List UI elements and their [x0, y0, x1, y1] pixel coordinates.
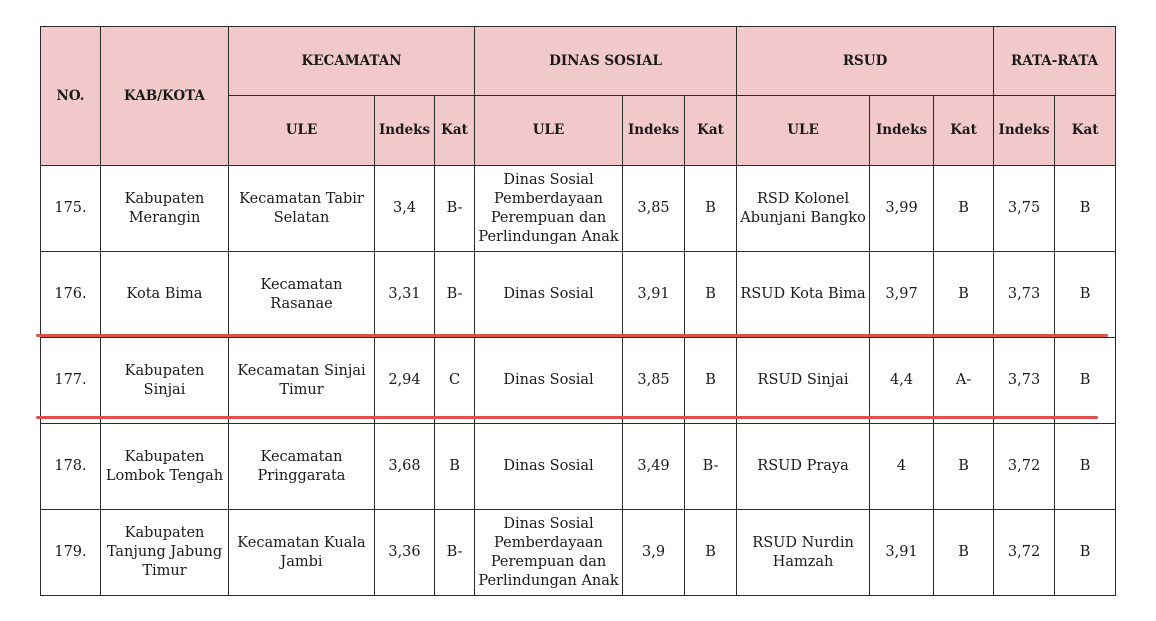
cell-rsud-indeks: 3,97 [870, 252, 934, 338]
subheader-dinsos-indeks: Indeks [623, 96, 685, 166]
cell-rsud-indeks: 4 [870, 424, 934, 510]
cell-rsud-kat: B [934, 252, 994, 338]
cell-dinsos-ule: Dinas Sosial Pemberdayaan Perempuan dan Perlindungan Anak [475, 166, 623, 252]
cell-kab-kota: Kota Bima [101, 252, 229, 338]
cell-dinsos-indeks: 3,9 [623, 510, 685, 596]
cell-rata-kat: B [1055, 166, 1116, 252]
cell-kecamatan-kat: B- [435, 252, 475, 338]
subheader-dinsos-kat: Kat [685, 96, 737, 166]
cell-no: 178. [41, 424, 101, 510]
cell-kecamatan-indeks: 3,36 [375, 510, 435, 596]
table-row [41, 510, 1116, 596]
table-row [41, 252, 1116, 338]
highlight-line-top [36, 334, 1108, 337]
cell-rsud-ule: RSUD Sinjai [737, 338, 870, 424]
cell-dinsos-ule: Dinas Sosial [475, 424, 623, 510]
subheader-kecamatan-indeks: Indeks [375, 96, 435, 166]
cell-rsud-ule: RSD Kolonel Abunjani Bangko [737, 166, 870, 252]
cell-kecamatan-kat: B- [435, 166, 475, 252]
cell-rsud-indeks: 4,4 [870, 338, 934, 424]
table-row-highlighted [41, 338, 1116, 424]
cell-kab-kota: Kabupaten Sinjai [101, 338, 229, 424]
table-row [41, 166, 1116, 252]
cell-kab-kota: Kabupaten Lombok Tengah [101, 424, 229, 510]
cell-rata-indeks: 3,75 [994, 166, 1055, 252]
cell-kab-kota: Kabupaten Merangin [101, 166, 229, 252]
cell-kab-kota: Kabupaten Tanjung Jabung Timur [101, 510, 229, 596]
cell-no: 179. [41, 510, 101, 596]
subheader-kecamatan-ule: ULE [229, 96, 375, 166]
cell-rata-indeks: 3,72 [994, 424, 1055, 510]
index-table [40, 26, 1116, 596]
highlight-line-bottom [36, 416, 1098, 419]
cell-kecamatan-kat: C [435, 338, 475, 424]
cell-dinsos-kat: B [685, 166, 737, 252]
cell-rata-kat: B [1055, 338, 1116, 424]
subheader-rsud-kat: Kat [934, 96, 994, 166]
cell-dinsos-kat: B [685, 338, 737, 424]
cell-dinsos-ule: Dinas Sosial [475, 338, 623, 424]
header-dinas-sosial: DINAS SOSIAL [475, 27, 737, 96]
cell-dinsos-kat: B [685, 252, 737, 338]
cell-dinsos-kat: B [685, 510, 737, 596]
cell-rata-kat: B [1055, 252, 1116, 338]
header-kab-kota: KAB/KOTA [101, 27, 229, 166]
cell-dinsos-kat: B- [685, 424, 737, 510]
cell-rata-kat: B [1055, 510, 1116, 596]
cell-kecamatan-indeks: 2,94 [375, 338, 435, 424]
cell-kecamatan-indeks: 3,4 [375, 166, 435, 252]
cell-kecamatan-ule: Kecamatan Sinjai Timur [229, 338, 375, 424]
cell-rsud-ule: RSUD Praya [737, 424, 870, 510]
cell-kecamatan-ule: Kecamatan Tabir Selatan [229, 166, 375, 252]
cell-rsud-indeks: 3,99 [870, 166, 934, 252]
subheader-rata-kat: Kat [1055, 96, 1116, 166]
cell-dinsos-indeks: 3,91 [623, 252, 685, 338]
cell-rata-indeks: 3,72 [994, 510, 1055, 596]
subheader-rsud-indeks: Indeks [870, 96, 934, 166]
cell-dinsos-indeks: 3,49 [623, 424, 685, 510]
header-rata-rata: RATA-RATA [994, 27, 1116, 96]
header-kecamatan: KECAMATAN [229, 27, 475, 96]
cell-kecamatan-ule: Kecamatan Pringgarata [229, 424, 375, 510]
cell-kecamatan-kat: B [435, 424, 475, 510]
cell-kecamatan-kat: B- [435, 510, 475, 596]
table-row [41, 424, 1116, 510]
cell-rsud-kat: B [934, 510, 994, 596]
cell-no: 176. [41, 252, 101, 338]
cell-rsud-indeks: 3,91 [870, 510, 934, 596]
subheader-dinsos-ule: ULE [475, 96, 623, 166]
subheader-rsud-ule: ULE [737, 96, 870, 166]
cell-rsud-ule: RSUD Kota Bima [737, 252, 870, 338]
subheader-rata-indeks: Indeks [994, 96, 1055, 166]
cell-dinsos-ule: Dinas Sosial Pemberdayaan Perempuan dan Perlindungan Anak [475, 510, 623, 596]
header-no: NO. [41, 27, 101, 166]
cell-kecamatan-indeks: 3,68 [375, 424, 435, 510]
cell-no: 175. [41, 166, 101, 252]
cell-kecamatan-ule: Kecamatan Kuala Jambi [229, 510, 375, 596]
cell-rata-indeks: 3,73 [994, 252, 1055, 338]
cell-dinsos-ule: Dinas Sosial [475, 252, 623, 338]
cell-kecamatan-indeks: 3,31 [375, 252, 435, 338]
cell-dinsos-indeks: 3,85 [623, 166, 685, 252]
subheader-kecamatan-kat: Kat [435, 96, 475, 166]
header-rsud: RSUD [737, 27, 994, 96]
cell-rsud-kat: A- [934, 338, 994, 424]
cell-dinsos-indeks: 3,85 [623, 338, 685, 424]
cell-no: 177. [41, 338, 101, 424]
cell-rata-kat: B [1055, 424, 1116, 510]
cell-rsud-kat: B [934, 166, 994, 252]
cell-kecamatan-ule: Kecamatan Rasanae [229, 252, 375, 338]
cell-rsud-kat: B [934, 424, 994, 510]
cell-rata-indeks: 3,73 [994, 338, 1055, 424]
cell-rsud-ule: RSUD Nurdin Hamzah [737, 510, 870, 596]
